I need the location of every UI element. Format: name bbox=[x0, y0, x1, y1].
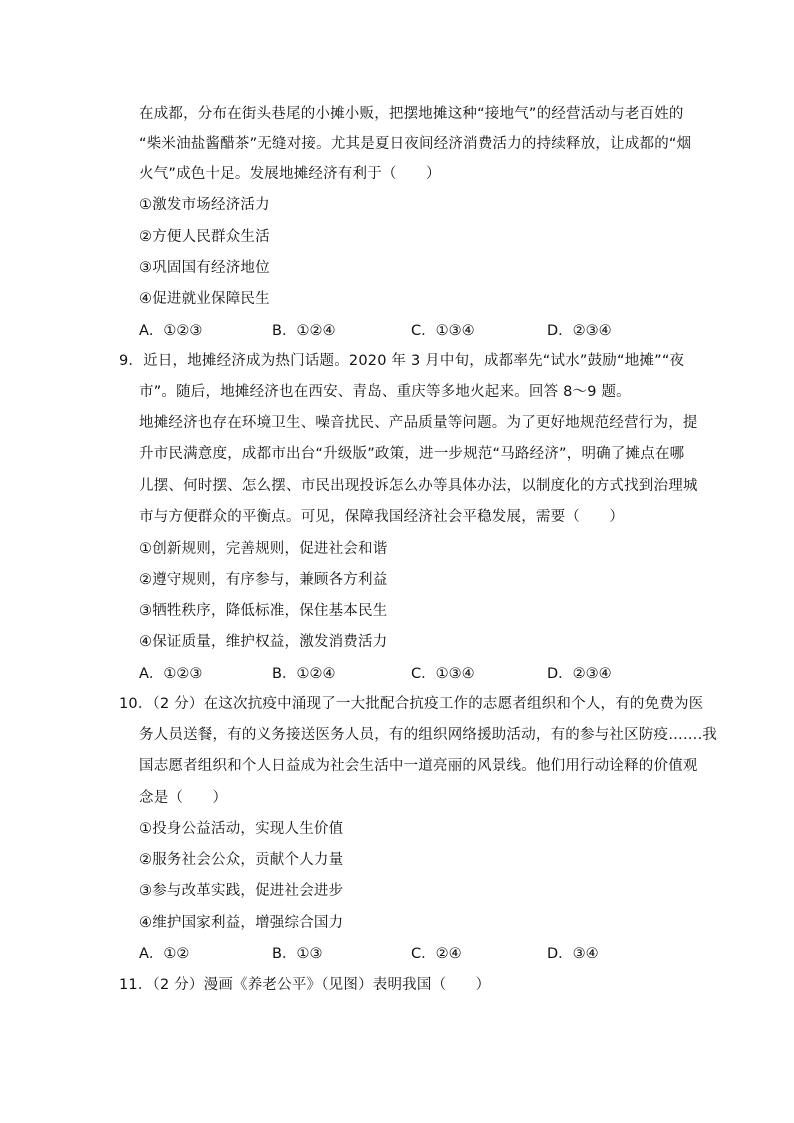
q9-item-4: ④保证质量，维护权益，激发消费活力 bbox=[139, 634, 388, 650]
q10-stem-line-4: 念是（ ） bbox=[139, 790, 228, 806]
q8-stem-line-3: 火气”成色十足。发展地摊经济有利于（ ） bbox=[139, 166, 441, 182]
q10-item-3: ③参与改革实践，促进社会进步 bbox=[139, 883, 344, 899]
q9-option-a[interactable]: A．①②③ bbox=[139, 666, 203, 682]
q8-item-2: ②方便人民群众生活 bbox=[139, 229, 270, 245]
q9-item-1: ①创新规则，完善规则，促进社会和谐 bbox=[139, 541, 388, 557]
q8-stem-line-2: “柴米油盐酱醋茶”无缝对接。尤其是夏日夜间经济消费活力的持续释放，让成都的“烟 bbox=[139, 136, 692, 152]
q10-stem-line-1: 10．（2 分）在这次抗疫中涌现了一大批配合抗疫工作的志愿者组织和个人，有的免费为医 bbox=[119, 696, 704, 712]
q10-stem-line-2: 务人员送餐，有的义务接送医务人员，有的组织网络援助活动，有的参与社区防疫…….我 bbox=[139, 727, 718, 743]
q9-stem-line-4: 升市民满意度，成都市出台“升级版”政策，进一步规范“马路经济”，明确了摊点在哪 bbox=[139, 446, 685, 462]
q10-option-a[interactable]: A．①② bbox=[139, 946, 190, 962]
q9-stem-line-3: 地摊经济也存在环境卫生、噪音扰民、产品质量等问题。为了更好地规范经营行为，提 bbox=[139, 415, 698, 431]
q8-option-d[interactable]: D．②③④ bbox=[547, 323, 612, 339]
q9-stem-line-1: 9．近日，地摊经济成为热门话题。2020 年 3 月中旬，成都率先“试水”鼓励“地摊”“夜 bbox=[119, 353, 685, 369]
q10-stem-line-3: 国志愿者组织和个人日益成为社会生活中一道亮丽的风景线。他们用行动诠释的价值观 bbox=[139, 758, 698, 774]
q10-option-c[interactable]: C．②④ bbox=[411, 946, 462, 962]
q9-item-3: ③牺牲秩序，降低标准，保住基本民生 bbox=[139, 603, 388, 619]
q9-stem-line-5: 儿摆、何时摆、怎么摆、市民出现投诉怎么办等具体办法，以制度化的方式找到治理城 bbox=[139, 478, 698, 494]
q9-stem-line-6: 市与方便群众的平衡点。可见，保障我国经济社会平稳发展，需要（ ） bbox=[139, 509, 625, 525]
q9-stem-line-2: 市”。随后，地摊经济也在西安、青岛、重庆等多地火起来。回答 8～9 题。 bbox=[139, 384, 631, 400]
q9-option-d[interactable]: D．②③④ bbox=[547, 666, 612, 682]
q11-stem-line-1: 11．（2 分）漫画《养老公平》（见图）表明我国（ ） bbox=[119, 977, 491, 993]
q8-option-a[interactable]: A．①②③ bbox=[139, 323, 203, 339]
q10-option-d[interactable]: D．③④ bbox=[547, 946, 599, 962]
q9-item-2: ②遵守规则，有序参与，兼顾各方利益 bbox=[139, 572, 388, 588]
q9-option-b[interactable]: B．①②④ bbox=[272, 666, 336, 682]
q8-stem-line-1: 在成都，分布在街头巷尾的小摊小贩，把摆地摊这种“接地气”的经营活动与老百姓的 bbox=[139, 106, 684, 122]
q8-item-3: ③巩固国有经济地位 bbox=[139, 260, 270, 276]
q8-item-4: ④促进就业保障民生 bbox=[139, 291, 270, 307]
q10-item-2: ②服务社会公众，贡献个人力量 bbox=[139, 852, 344, 868]
q8-option-b[interactable]: B．①②④ bbox=[272, 323, 336, 339]
q10-item-1: ①投身公益活动，实现人生价值 bbox=[139, 821, 344, 837]
q8-option-c[interactable]: C．①③④ bbox=[411, 323, 475, 339]
q9-option-c[interactable]: C．①③④ bbox=[411, 666, 475, 682]
q8-item-1: ①激发市场经济活力 bbox=[139, 197, 270, 213]
q10-option-b[interactable]: B．①③ bbox=[272, 946, 323, 962]
q10-item-4: ④维护国家利益，增强综合国力 bbox=[139, 915, 344, 931]
